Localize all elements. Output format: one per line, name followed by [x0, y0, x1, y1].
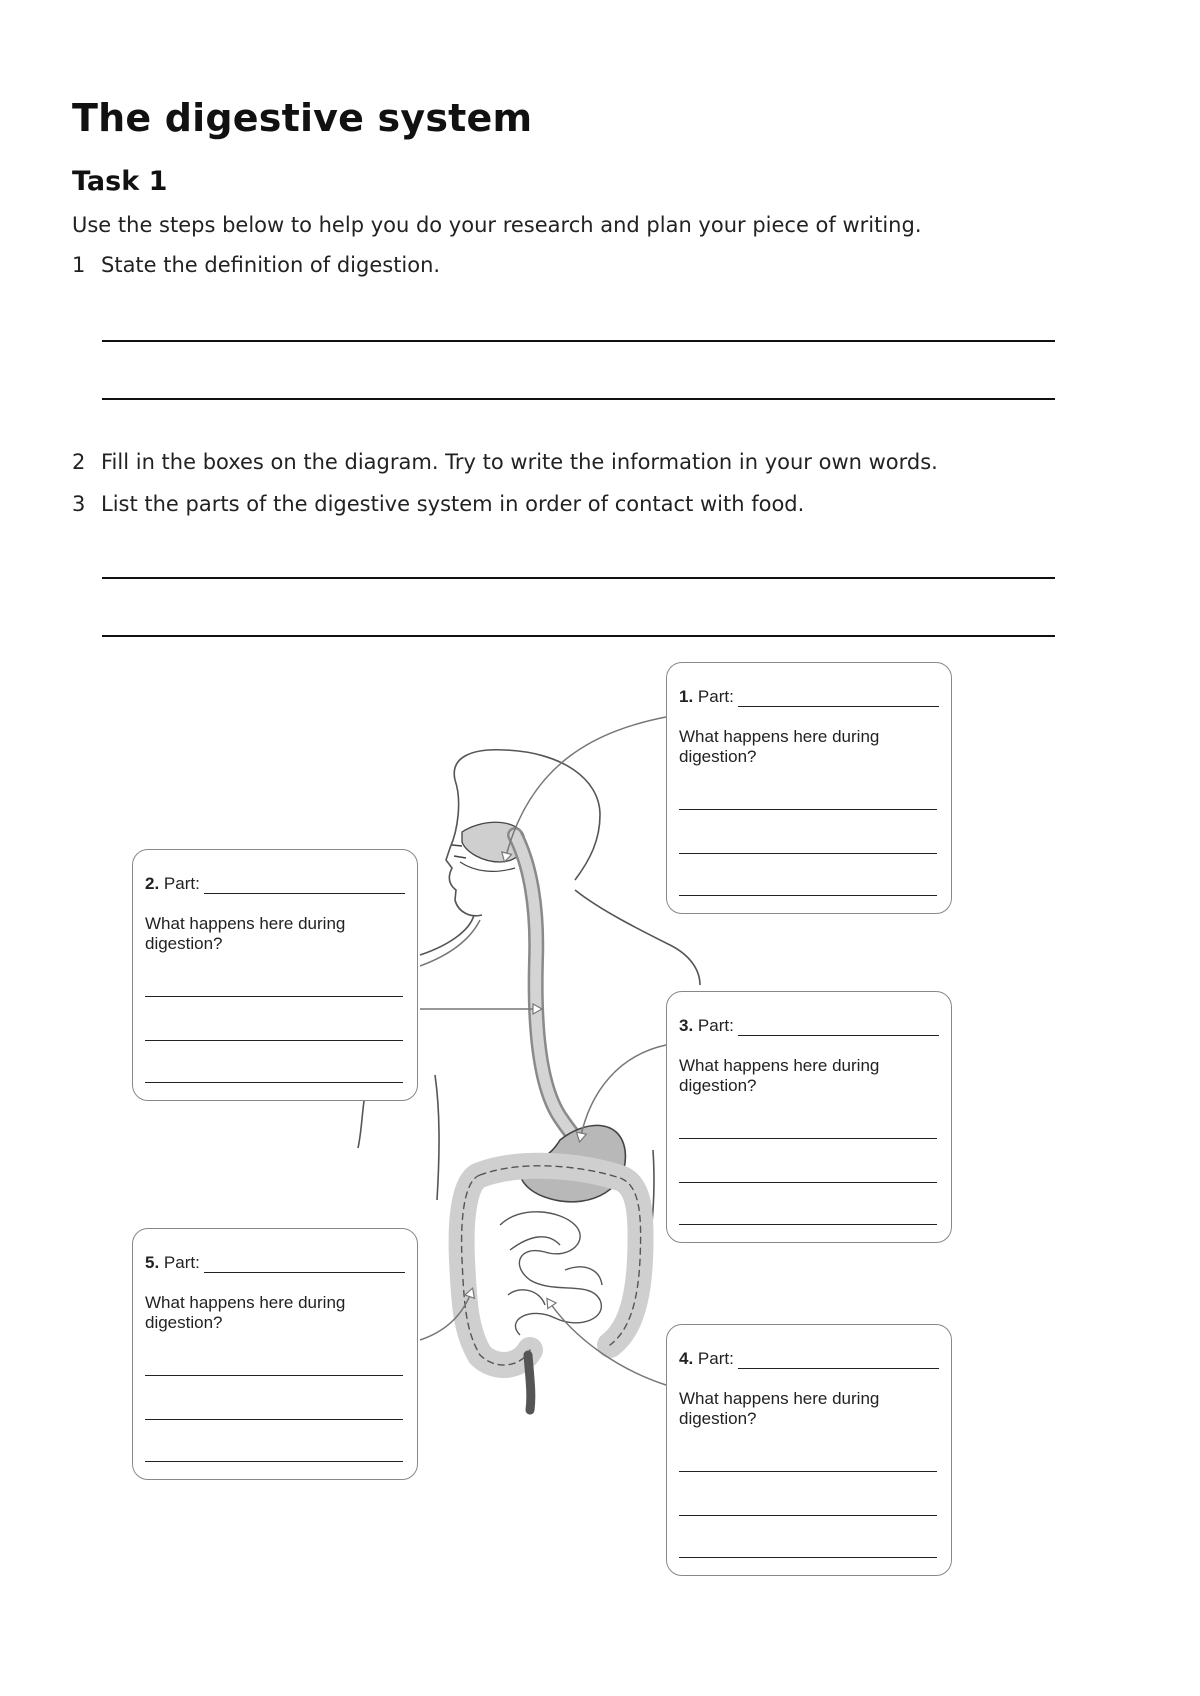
step-text: State the definition of digestion. — [101, 253, 441, 277]
part-box-2 — [132, 849, 418, 1101]
leader-line — [420, 920, 480, 966]
part-box-4 — [666, 1324, 952, 1576]
part-row — [679, 1014, 939, 1036]
box-number: 1. — [679, 687, 694, 706]
intro-text: Use the steps below to help you do your research and plan your piece of writing. — [72, 213, 922, 237]
part-name-field[interactable] — [738, 1350, 939, 1369]
box-number: 3. — [679, 1016, 694, 1035]
answer-line[interactable] — [102, 577, 1055, 579]
answer-line[interactable] — [145, 1419, 403, 1420]
box-number: 5. — [145, 1253, 160, 1272]
answer-line[interactable] — [679, 1557, 937, 1558]
answer-line[interactable] — [145, 1040, 403, 1041]
part-row — [145, 1251, 405, 1273]
question-text: What happens here during digestion? — [679, 1056, 880, 1095]
answer-line[interactable] — [679, 1515, 937, 1516]
part-name-field[interactable] — [204, 1254, 405, 1273]
task-heading: Task 1 — [72, 166, 168, 197]
answer-line[interactable] — [679, 853, 937, 854]
step-number: 1 — [72, 253, 86, 277]
box-number: 2. — [145, 874, 160, 893]
answer-line[interactable] — [145, 1375, 403, 1376]
step-2 — [72, 450, 938, 474]
step-number: 3 — [72, 492, 86, 516]
part-row — [679, 1347, 939, 1369]
answer-line[interactable] — [679, 1224, 937, 1225]
answer-line[interactable] — [679, 1471, 937, 1472]
answer-line[interactable] — [145, 1461, 403, 1462]
step-number: 2 — [72, 450, 86, 474]
question-text: What happens here during digestion? — [145, 1293, 346, 1332]
answer-line[interactable] — [145, 996, 403, 997]
part-box-5 — [132, 1228, 418, 1480]
answer-line[interactable] — [679, 895, 937, 896]
answer-line[interactable] — [679, 1182, 937, 1183]
question-text: What happens here during digestion? — [679, 1389, 880, 1428]
rectum — [528, 1355, 531, 1410]
part-label: Part: — [697, 1016, 734, 1035]
part-box-3 — [666, 991, 952, 1243]
step-3 — [72, 492, 804, 516]
question-text: What happens here during digestion? — [679, 727, 880, 766]
part-label: Part: — [697, 687, 734, 706]
part-name-field[interactable] — [204, 875, 405, 894]
step-text: List the parts of the digestive system in order of contact with food. — [101, 492, 805, 516]
small-intestine — [500, 1212, 602, 1335]
step-1 — [72, 253, 440, 277]
answer-line[interactable] — [102, 340, 1055, 342]
question-text: What happens here during digestion? — [145, 914, 346, 953]
part-label: Part: — [163, 874, 200, 893]
answer-line[interactable] — [102, 398, 1055, 400]
part-name-field[interactable] — [738, 1017, 939, 1036]
part-box-1 — [666, 662, 952, 914]
part-row — [145, 872, 405, 894]
part-row — [679, 685, 939, 707]
step-text: Fill in the boxes on the diagram. Try to write the information in your own words. — [101, 450, 938, 474]
answer-line[interactable] — [679, 809, 937, 810]
arrow-to-mouth — [505, 717, 666, 860]
part-name-field[interactable] — [738, 688, 939, 707]
part-label: Part: — [163, 1253, 200, 1272]
answer-line[interactable] — [145, 1082, 403, 1083]
answer-line[interactable] — [102, 635, 1055, 637]
part-label: Part: — [697, 1349, 734, 1368]
page-title: The digestive system — [72, 96, 533, 140]
box-number: 4. — [679, 1349, 694, 1368]
answer-line[interactable] — [679, 1138, 937, 1139]
